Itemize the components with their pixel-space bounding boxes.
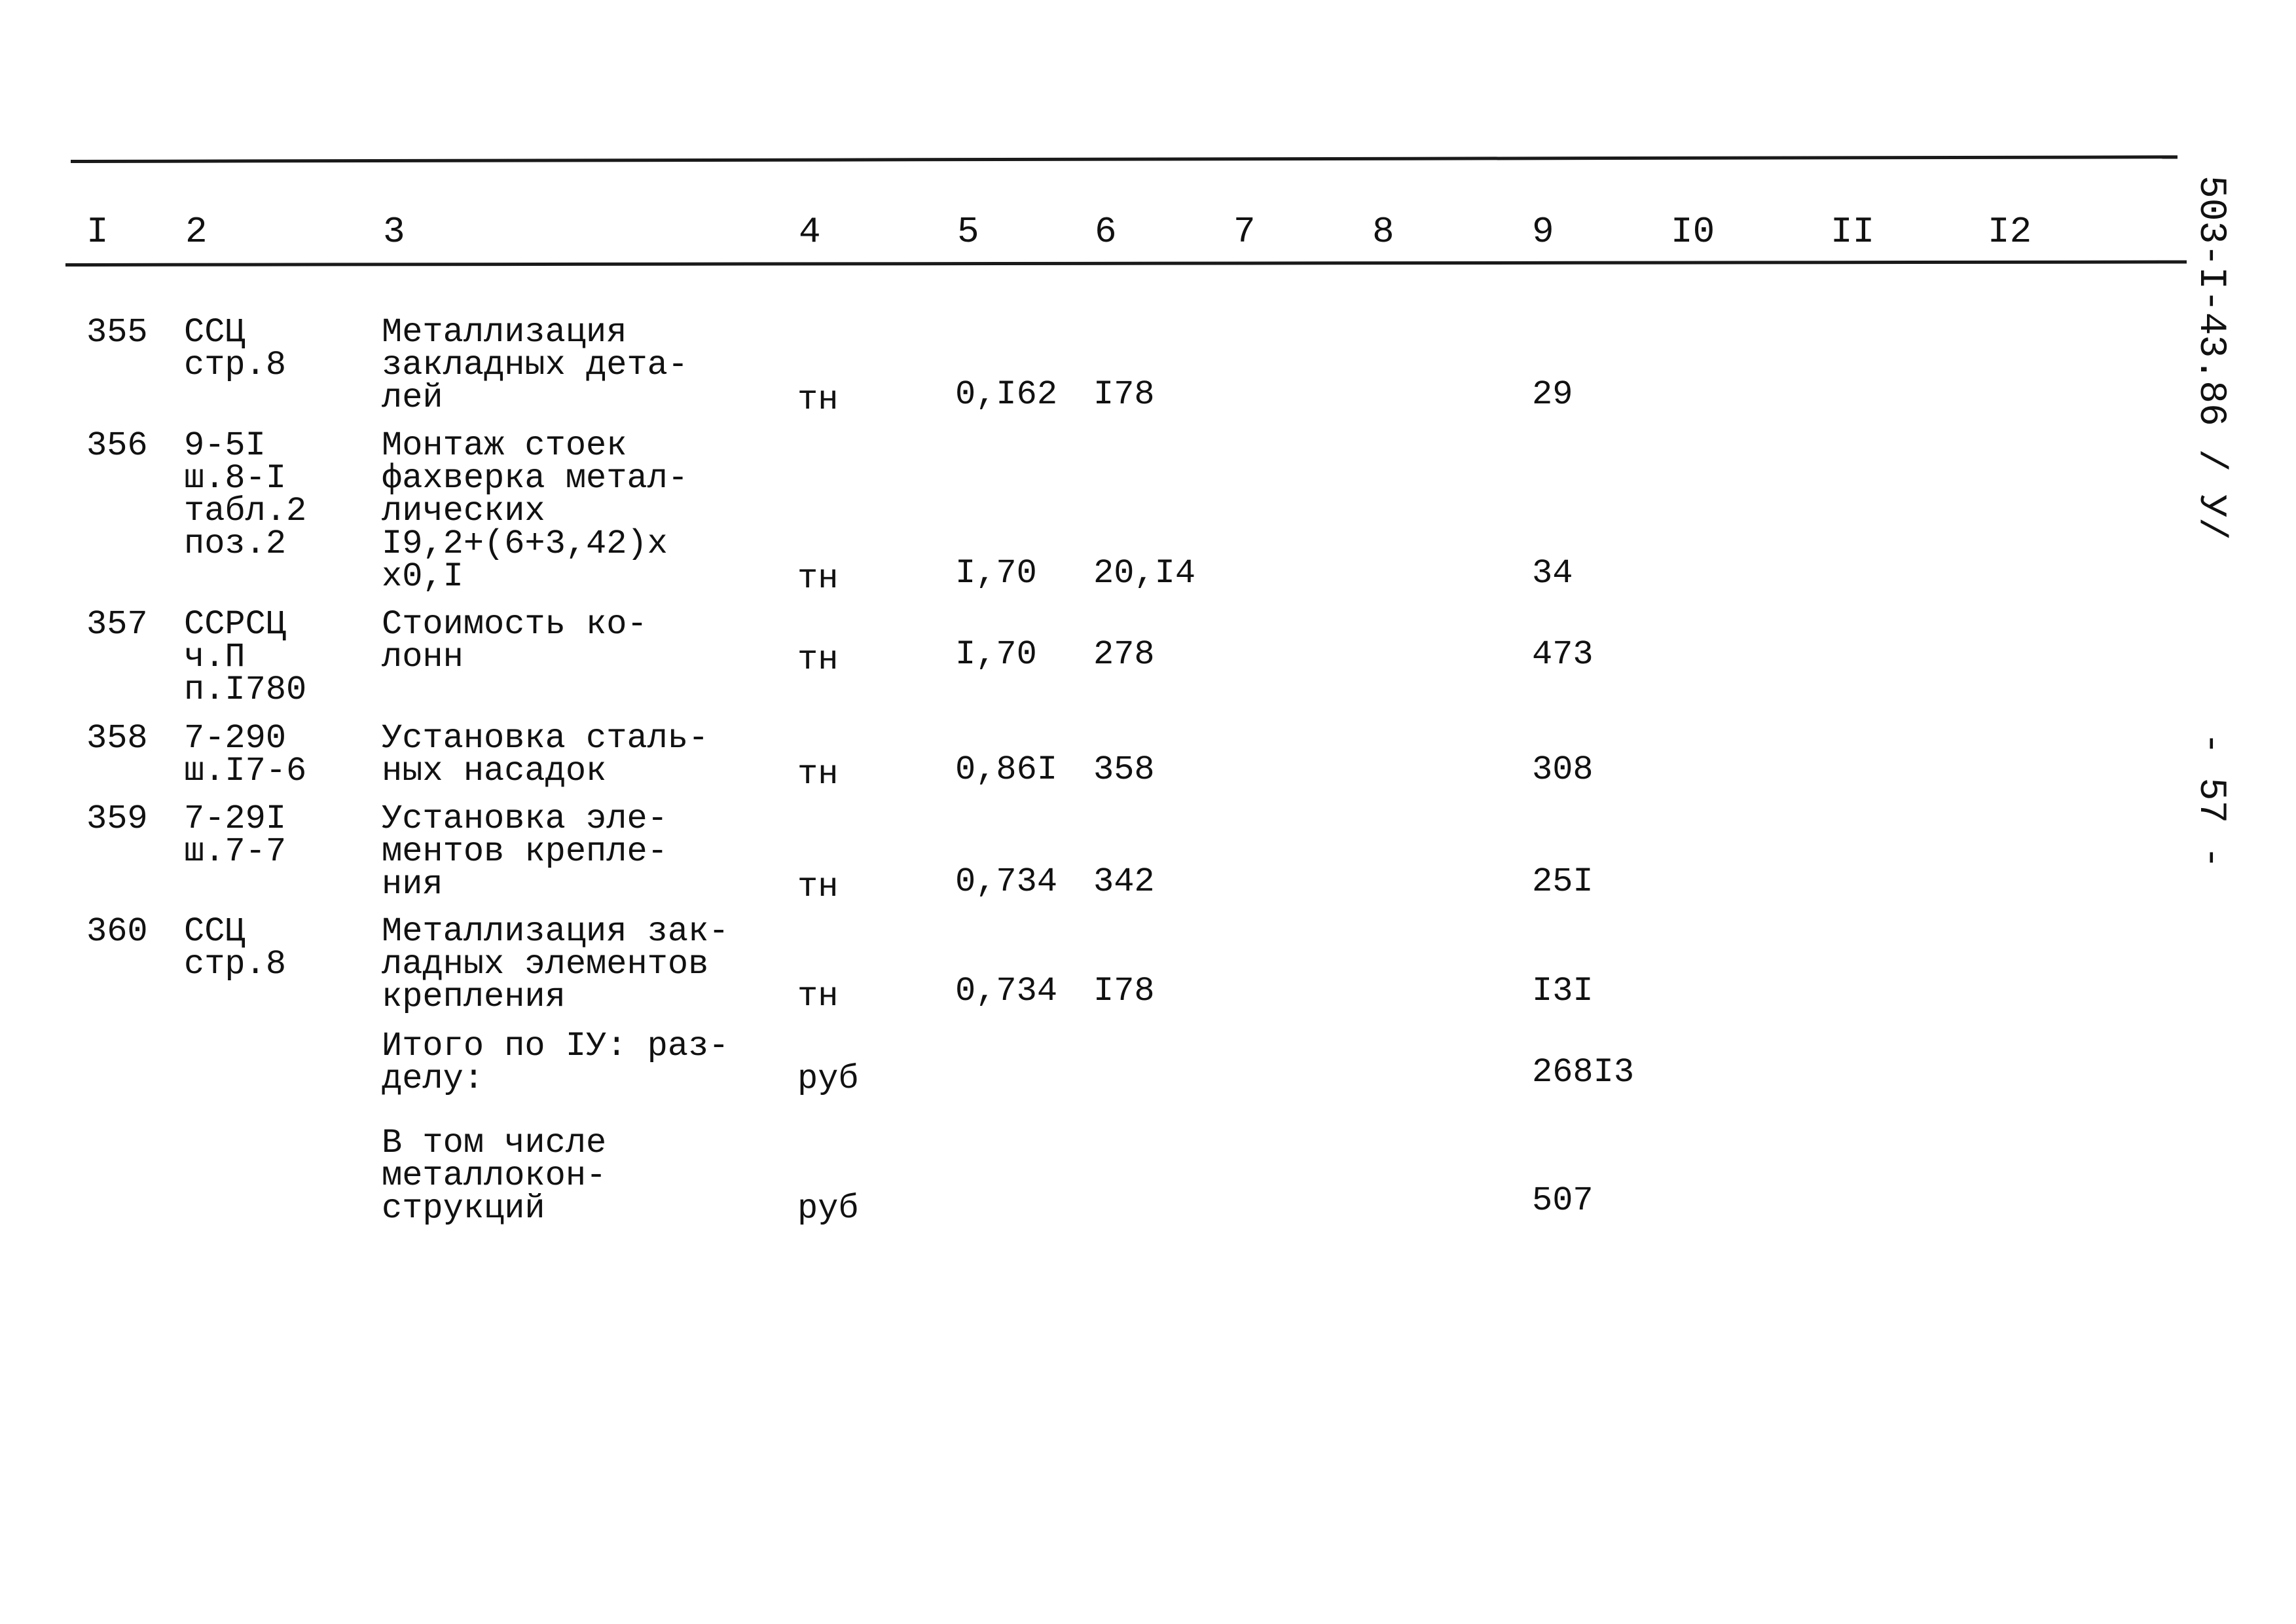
total-name-line: струкций: [382, 1189, 545, 1228]
row-code-line: 9-5I: [184, 426, 266, 465]
row-total: 308: [1532, 750, 1594, 789]
row-name-line: лических: [382, 492, 545, 530]
col-header-1: I: [86, 211, 109, 253]
row-name-line: Монтаж стоек: [382, 426, 627, 465]
row-name-line: Металлизация: [382, 313, 627, 352]
row-unit: тн: [797, 559, 839, 598]
row-price: 20,I4: [1093, 554, 1196, 593]
row-name-line: ладных элементов: [382, 945, 709, 984]
row-code-line: ш.I7-6: [184, 752, 307, 790]
total-value: 268I3: [1532, 1053, 1635, 1092]
row-name-line: лонн: [382, 638, 464, 676]
total-name-line: металлокон-: [382, 1156, 607, 1195]
row-name-line: Установка эле-: [382, 800, 668, 838]
row-total: I3I: [1532, 972, 1594, 1010]
total-name-line: делу:: [382, 1060, 484, 1098]
row-code-line: стр.8: [184, 346, 287, 384]
col-header-5: 5: [957, 211, 979, 253]
col-header-11: II: [1831, 211, 1875, 253]
row-number: 355: [86, 313, 148, 352]
row-name-line: фахверка метал-: [382, 459, 689, 498]
row-code-line: ССРСЦ: [184, 605, 287, 644]
row-code-line: ш.7-7: [184, 832, 287, 871]
row-quantity: 0,I62: [955, 375, 1058, 414]
row-code-line: стр.8: [184, 945, 287, 984]
row-price: 342: [1093, 862, 1155, 901]
row-number: 356: [86, 426, 148, 465]
row-quantity: 0,734: [955, 862, 1058, 901]
col-header-2: 2: [185, 211, 208, 253]
row-total: 29: [1532, 375, 1573, 414]
row-unit: тн: [797, 755, 839, 794]
row-quantity: 0,734: [955, 972, 1058, 1010]
row-name-line: ния: [382, 865, 443, 904]
row-price: I78: [1093, 972, 1155, 1010]
row-price: 358: [1093, 750, 1155, 789]
col-header-12: I2: [1988, 211, 2032, 253]
row-unit: тн: [797, 868, 839, 906]
total-name-line: В том числе: [382, 1124, 607, 1162]
row-code-line: п.I780: [184, 671, 307, 709]
row-code-line: табл.2: [184, 492, 307, 530]
row-code-line: ш.8-I: [184, 459, 287, 498]
row-name-line: закладных дета-: [382, 346, 689, 384]
header-rule: [65, 260, 2187, 267]
top-rule: [71, 155, 2178, 163]
row-total: 34: [1532, 554, 1573, 593]
row-name-line: крепления: [382, 978, 566, 1016]
row-unit: тн: [797, 380, 839, 419]
row-quantity: I,70: [955, 635, 1037, 674]
col-header-3: 3: [383, 211, 405, 253]
row-name-line: х0,I: [382, 557, 464, 596]
row-quantity: 0,86I: [955, 750, 1058, 789]
col-header-4: 4: [799, 211, 821, 253]
total-unit: руб: [797, 1189, 859, 1228]
row-name-line: Установка сталь-: [382, 719, 709, 758]
row-code-line: 7-290: [184, 719, 287, 758]
row-code-line: 7-29I: [184, 800, 287, 838]
row-number: 358: [86, 719, 148, 758]
row-name-line: ментов крепле-: [382, 832, 668, 871]
page-number: - 57 -: [2189, 732, 2232, 869]
row-number: 357: [86, 605, 148, 644]
col-header-9: 9: [1532, 211, 1554, 253]
col-header-6: 6: [1095, 211, 1117, 253]
row-name-line: Металлизация зак-: [382, 912, 729, 951]
col-header-10: I0: [1671, 211, 1715, 253]
row-price: 278: [1093, 635, 1155, 674]
row-name-line: Стоимость ко-: [382, 605, 647, 644]
row-unit: тн: [797, 977, 839, 1016]
row-number: 359: [86, 800, 148, 838]
total-unit: руб: [797, 1060, 859, 1098]
row-unit: тн: [797, 640, 839, 679]
row-name-line: ных насадок: [382, 752, 607, 790]
row-total: 25I: [1532, 862, 1594, 901]
row-name-line: I9,2+(6+3,42)х: [382, 525, 668, 563]
row-total: 473: [1532, 635, 1594, 674]
row-name-line: лей: [382, 378, 443, 417]
document-code: 503-I-43.86 / У/: [2189, 175, 2232, 540]
row-price: I78: [1093, 375, 1155, 414]
row-code-line: ССЦ: [184, 313, 246, 352]
row-code-line: ССЦ: [184, 912, 246, 951]
row-code-line: поз.2: [184, 525, 287, 563]
col-header-8: 8: [1372, 211, 1394, 253]
row-quantity: I,70: [955, 554, 1037, 593]
col-header-7: 7: [1233, 211, 1256, 253]
total-value: 507: [1532, 1181, 1594, 1220]
total-name-line: Итого по IУ: раз-: [382, 1027, 729, 1065]
row-number: 360: [86, 912, 148, 951]
row-code-line: ч.П: [184, 638, 246, 676]
